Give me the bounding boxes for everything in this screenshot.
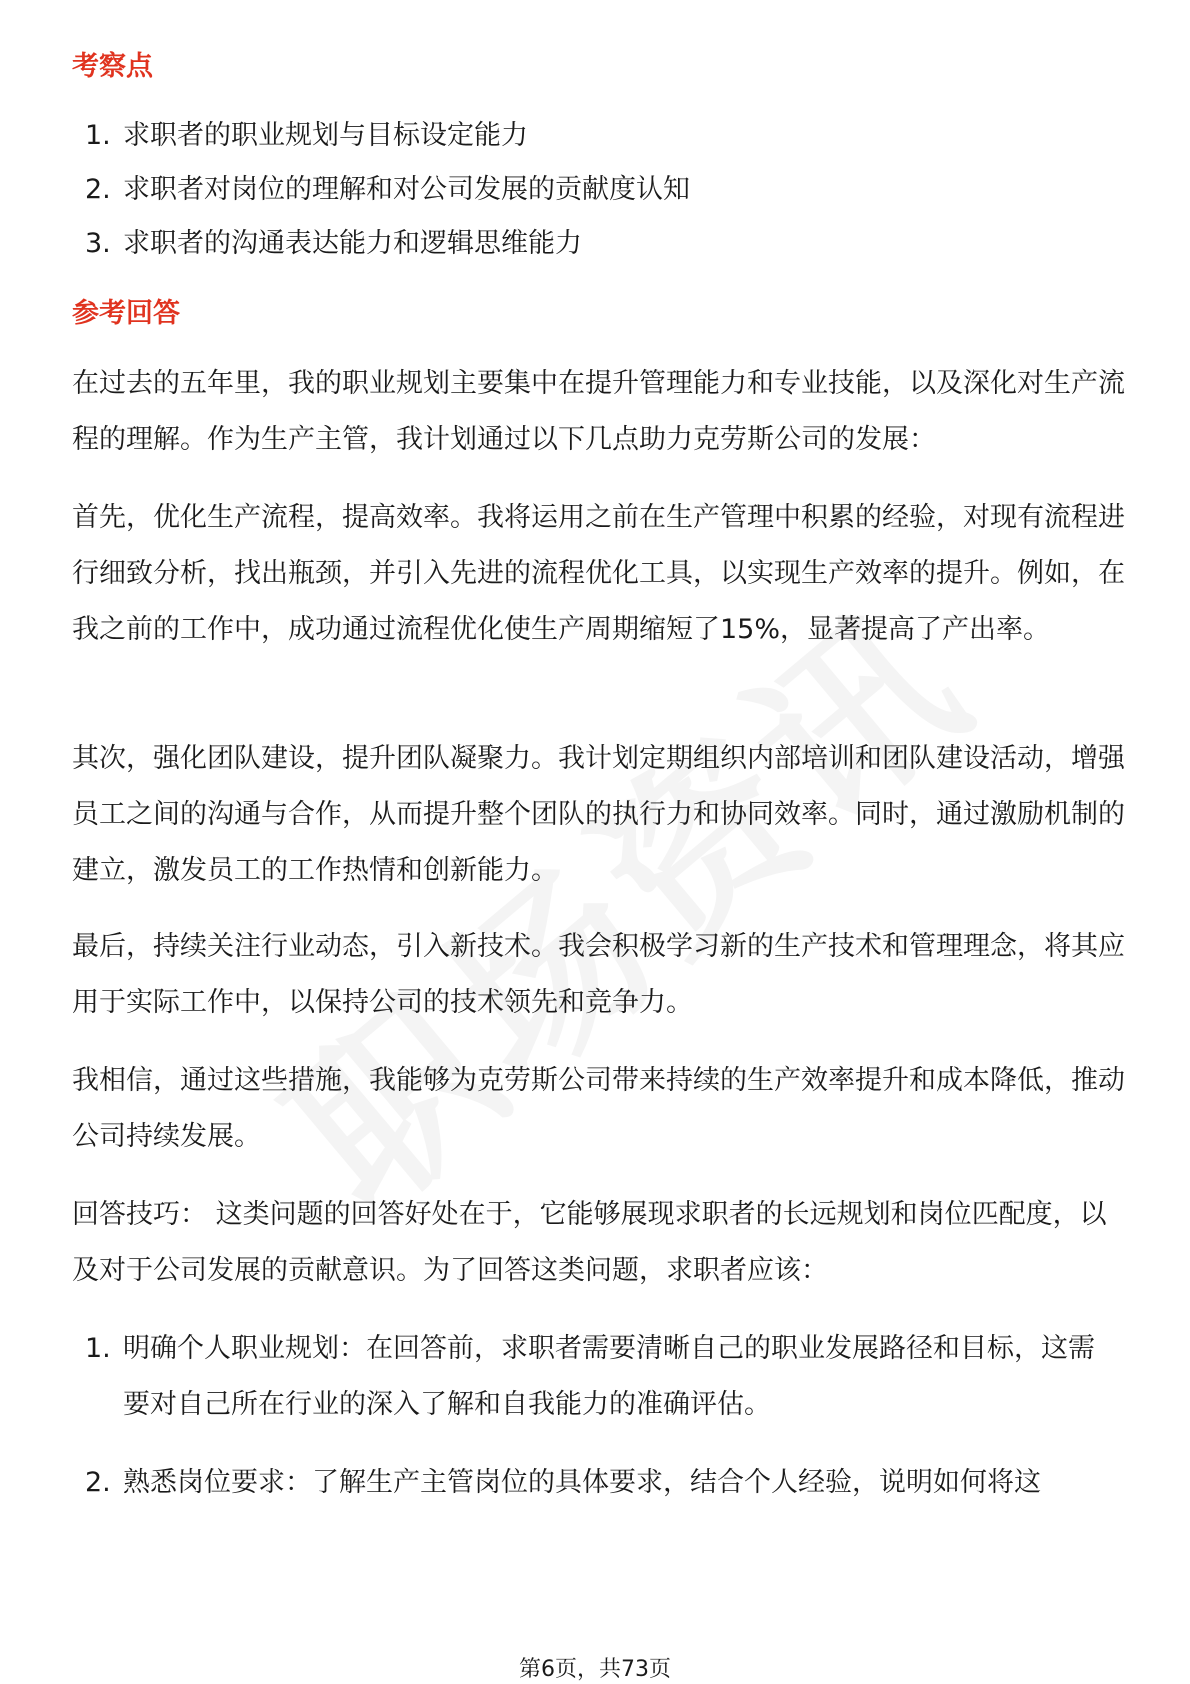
focus-heading: 考察点 — [72, 51, 153, 82]
list-number: 1. — [85, 120, 111, 151]
answer-heading: 参考回答 — [72, 298, 180, 329]
list-text: 明确个人职业规划：在回答前，求职者需要清晰自己的职业发展路径和目标，这需要对自己所在行业的深入了解和自我能力的准确评估。 — [123, 1333, 1095, 1420]
list-number: 1. — [85, 1333, 111, 1364]
focus-list-item — [85, 108, 1115, 164]
page-footer: 第6页，共73页 — [519, 1657, 671, 1682]
answer-paragraph: 首先，优化生产流程，提高效率。我将运用之前在生产管理中积累的经验，对现有流程进行细致分析，找出瓶颈，并引入先进的流程优化工具，以实现生产效率的提升。例如，在我之前的工作中，成功通过流程优化使生产周期缩短了15%，显著提高了产出率。 — [72, 502, 1125, 645]
focus-list-item — [85, 162, 1115, 218]
answer-paragraph: 最后，持续关注行业动态，引入新技术。我会积极学习新的生产技术和管理理念，将其应用于实际工作中，以保持公司的技术领先和竞争力。 — [72, 931, 1125, 1018]
list-text: 熟悉岗位要求：了解生产主管岗位的具体要求，结合个人经验，说明如何将这 — [123, 1467, 1041, 1498]
list-text: 求职者的沟通表达能力和逻辑思维能力 — [123, 228, 582, 259]
list-number: 2. — [85, 1467, 111, 1498]
tips-paragraph: 回答技巧： 这类问题的回答好处在于，它能够展现求职者的长远规划和岗位匹配度，以及对于公司发展的贡献意识。为了回答这类问题，求职者应该： — [72, 1199, 1107, 1286]
answer-paragraph: 在过去的五年里，我的职业规划主要集中在提升管理能力和专业技能，以及深化对生产流程的理解。作为生产主管，我计划通过以下几点助力克劳斯公司的发展： — [72, 368, 1125, 455]
list-number: 2. — [85, 174, 111, 205]
list-number: 3. — [85, 228, 111, 259]
tips-list-item — [85, 1321, 1115, 1433]
answer-paragraph: 其次，强化团队建设，提升团队凝聚力。我计划定期组织内部培训和团队建设活动，增强员工之间的沟通与合作，从而提升整个团队的执行力和协同效率。同时，通过激励机制的建立，激发员工的工作热情和创新能力。 — [72, 743, 1125, 886]
list-text: 求职者对岗位的理解和对公司发展的贡献度认知 — [123, 174, 690, 205]
answer-paragraph: 我相信，通过这些措施，我能够为克劳斯公司带来持续的生产效率提升和成本降低，推动公司持续发展。 — [72, 1065, 1125, 1152]
list-text: 求职者的职业规划与目标设定能力 — [123, 120, 528, 151]
tips-list-item — [85, 1455, 1115, 1511]
focus-list-item — [85, 216, 1115, 272]
